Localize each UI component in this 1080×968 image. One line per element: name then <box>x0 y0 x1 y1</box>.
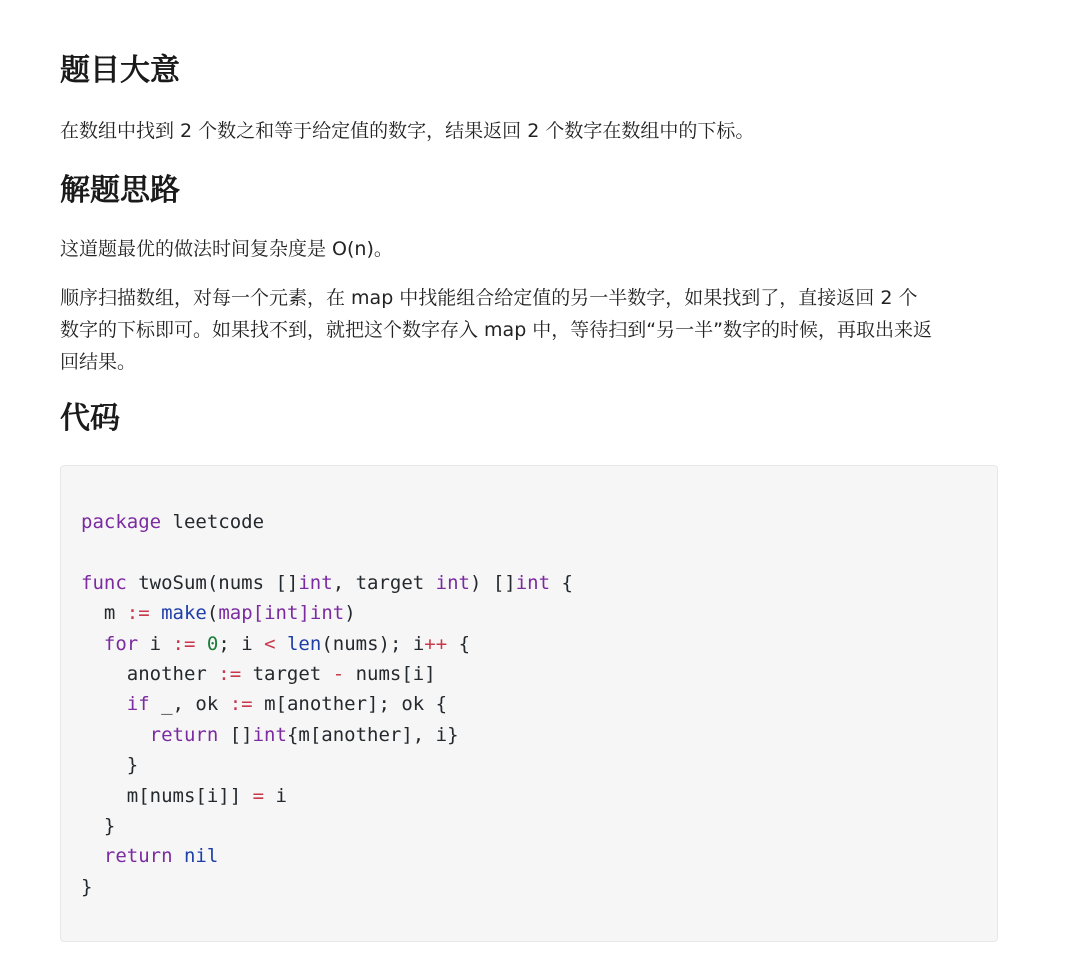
problem-meaning-text: 在数组中找到 2 个数之和等于给定值的数字，结果返回 2 个数字在数组中的下标。 <box>60 120 755 142</box>
code-token: i <box>264 784 287 807</box>
code-line-func <box>81 568 573 598</box>
heading-problem-meaning: 题目大意 <box>60 53 180 88</box>
method-line-3: 回结果。 <box>60 351 137 373</box>
code-token: int <box>435 571 470 594</box>
code-token: m[another]; ok { <box>252 693 448 716</box>
complexity-text: 这道题最优的做法时间复杂度是 O(n)。 <box>60 238 393 260</box>
method-line-2: 数字的下标即可。如果找不到，就把这个数字存入 map 中，等待扫到“另一半”数字的时候，再取出来返 <box>60 319 932 341</box>
code-line-store <box>81 781 573 811</box>
code-token: := <box>229 693 253 716</box>
code-token: int <box>252 723 287 746</box>
code-line-if <box>81 689 573 719</box>
code-token <box>81 633 104 655</box>
code-token: i <box>138 632 173 655</box>
code-line-package <box>81 507 573 537</box>
code-token: package <box>81 511 162 533</box>
code-line-blank <box>81 537 573 567</box>
code-content[interactable] <box>81 507 573 902</box>
code-token: , target <box>332 571 436 594</box>
code-token: ) <box>344 602 356 625</box>
code-token: len <box>275 632 322 655</box>
code-token: func <box>81 571 127 594</box>
code-token: - <box>332 662 345 685</box>
heading-code: 代码 <box>60 401 120 436</box>
code-token: := <box>218 662 242 685</box>
code-token: int <box>264 602 299 625</box>
code-token: make <box>149 602 207 625</box>
code-token <box>81 693 127 715</box>
code-token: ; i <box>218 632 265 655</box>
code-token: if <box>126 693 150 716</box>
code-token: nums[i] <box>344 662 436 685</box>
code-token: 0 <box>195 632 219 655</box>
code-token: := <box>126 602 150 625</box>
code-line-for <box>81 629 573 659</box>
code-token: < <box>264 632 276 655</box>
code-token <box>81 845 104 867</box>
code-token: return <box>103 845 173 868</box>
code-token: := <box>172 632 196 655</box>
code-token: int <box>309 602 345 625</box>
code-token <box>81 724 150 746</box>
code-token: leetcode <box>161 511 265 533</box>
code-token: for <box>103 632 139 655</box>
heading-approach: 解题思路 <box>60 173 180 208</box>
code-line-if-close <box>81 750 573 780</box>
code-token: [] <box>218 723 253 746</box>
code-token: [ <box>252 602 265 625</box>
code-token: map <box>218 602 253 625</box>
method-line-1: 顺序扫描数组，对每一个元素，在 map 中找能组合给定值的另一半数字，如果找到了，直接返回 2 个 <box>60 287 918 309</box>
code-token: nil <box>172 845 219 868</box>
code-token: } <box>81 754 139 777</box>
code-token: {m[another], i} <box>286 723 459 746</box>
code-line-for-close <box>81 811 573 841</box>
code-token: return <box>149 723 219 746</box>
code-token: = <box>252 784 265 807</box>
code-token: { <box>447 632 471 655</box>
code-line-return-nil <box>81 841 573 871</box>
code-token: target <box>241 662 333 685</box>
code-token: _, ok <box>149 693 230 716</box>
code-token: int <box>515 571 551 594</box>
code-token: m <box>81 602 127 625</box>
code-token: another <box>81 662 219 685</box>
code-token: ( <box>206 602 219 625</box>
code-line-another <box>81 659 573 689</box>
code-line-return-slice <box>81 720 573 750</box>
code-token: ) [] <box>469 571 516 594</box>
code-token: ] <box>298 602 310 625</box>
code-token: twoSum(nums [] <box>126 571 299 594</box>
method-text <box>60 282 1000 378</box>
code-block[interactable] <box>60 465 998 942</box>
code-token: ++ <box>424 632 448 655</box>
code-token: { <box>550 571 573 594</box>
code-token: } <box>81 814 116 837</box>
code-token: m[nums[i]] <box>81 784 253 807</box>
code-line-func-close <box>81 872 573 902</box>
code-token: int <box>298 571 333 594</box>
code-token: (nums); i <box>321 632 425 655</box>
code-line-make <box>81 598 573 628</box>
code-token: } <box>81 875 93 898</box>
